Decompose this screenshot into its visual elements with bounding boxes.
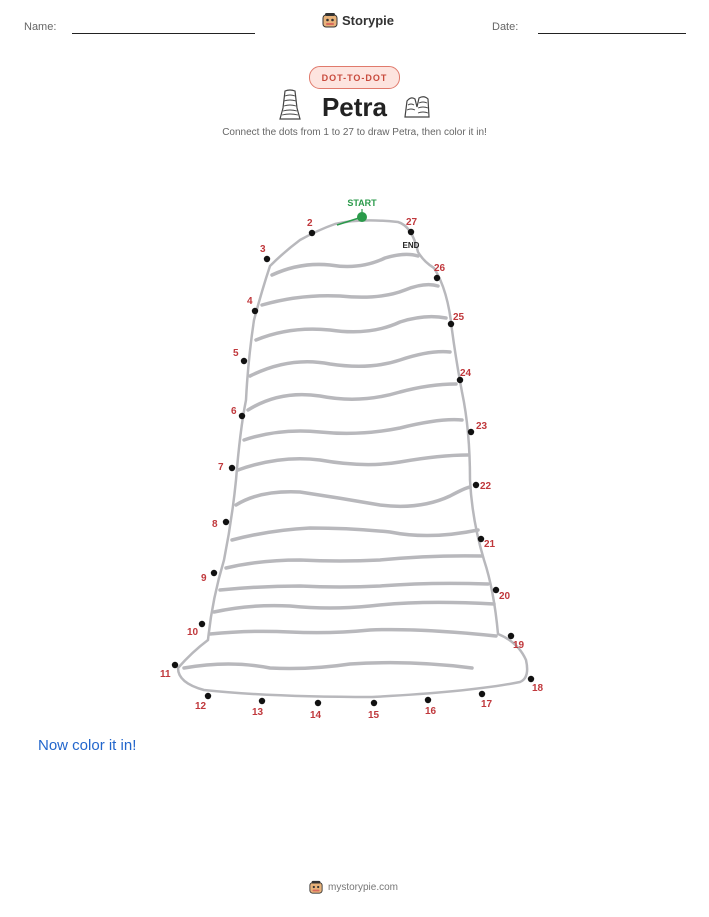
dot-number: 3: [260, 244, 266, 255]
dot-number: 24: [460, 368, 472, 379]
dot-number: 15: [368, 710, 380, 721]
page-instructions: Connect the dots from 1 to 27 to draw Petra, then color it in!: [222, 127, 487, 138]
start-dot[interactable]: [357, 212, 367, 222]
dot-7: [229, 465, 235, 471]
dot-10: [199, 621, 205, 627]
dot-number: 20: [499, 591, 511, 602]
dot-number: 4: [247, 296, 253, 307]
petra-outline: [178, 220, 527, 697]
dot-19: [508, 633, 514, 639]
dot-number: 21: [484, 539, 496, 550]
end-label: END: [402, 241, 420, 250]
dot-4: [252, 308, 258, 314]
color-prompt: Now color it in!: [38, 737, 137, 754]
page-title: Petra: [321, 92, 388, 122]
dot-5: [241, 358, 247, 364]
dot-12: [205, 693, 211, 699]
dot-11: [172, 662, 178, 668]
storypie-mascot-icon: [309, 880, 323, 894]
dot-number: 10: [187, 627, 199, 638]
dot-number: 14: [310, 710, 322, 721]
dot-number: 27: [406, 217, 418, 228]
dot-to-dot-badge: DOT-TO-DOT: [309, 66, 400, 89]
dot-14: [315, 700, 321, 706]
dot-number: 8: [212, 519, 218, 530]
dot-number: 11: [160, 669, 171, 680]
dot-8: [223, 519, 229, 525]
dot-3: [264, 256, 270, 262]
dot-number: 13: [252, 707, 264, 718]
dot-13: [259, 698, 265, 704]
dot-number: 25: [453, 312, 465, 323]
dot-number: 12: [195, 701, 207, 712]
dot-27: [408, 229, 414, 235]
dot-2: [309, 230, 315, 236]
dot-number: 6: [231, 406, 237, 417]
dot-number: 7: [218, 462, 224, 473]
footer-url[interactable]: mystorypie.com: [328, 881, 399, 893]
dot-16: [425, 697, 431, 703]
dot-number: 9: [201, 573, 207, 584]
dot-number: 19: [513, 640, 525, 651]
footer: [309, 880, 398, 894]
dot-number: 16: [425, 706, 437, 717]
dot-15: [371, 700, 377, 706]
dot-number: 26: [434, 263, 446, 274]
dot-18: [528, 676, 534, 682]
dot-number: 18: [532, 683, 544, 694]
dot-numbers: [160, 217, 544, 721]
dot-number: 22: [480, 481, 492, 492]
dot-17: [479, 691, 485, 697]
dot-6: [239, 413, 245, 419]
dot-23: [468, 429, 474, 435]
dot-number: 23: [476, 421, 488, 432]
dot-9: [211, 570, 217, 576]
date-label: Date:: [492, 21, 519, 33]
name-label: Name:: [24, 21, 57, 33]
start-label: START: [347, 198, 377, 208]
dot-number: 5: [233, 348, 239, 359]
dot-number: 17: [481, 699, 493, 710]
dot-26: [434, 275, 440, 281]
brand-name: Storypie: [342, 12, 395, 28]
dot-22: [473, 482, 479, 488]
dot-number: 2: [307, 218, 313, 229]
